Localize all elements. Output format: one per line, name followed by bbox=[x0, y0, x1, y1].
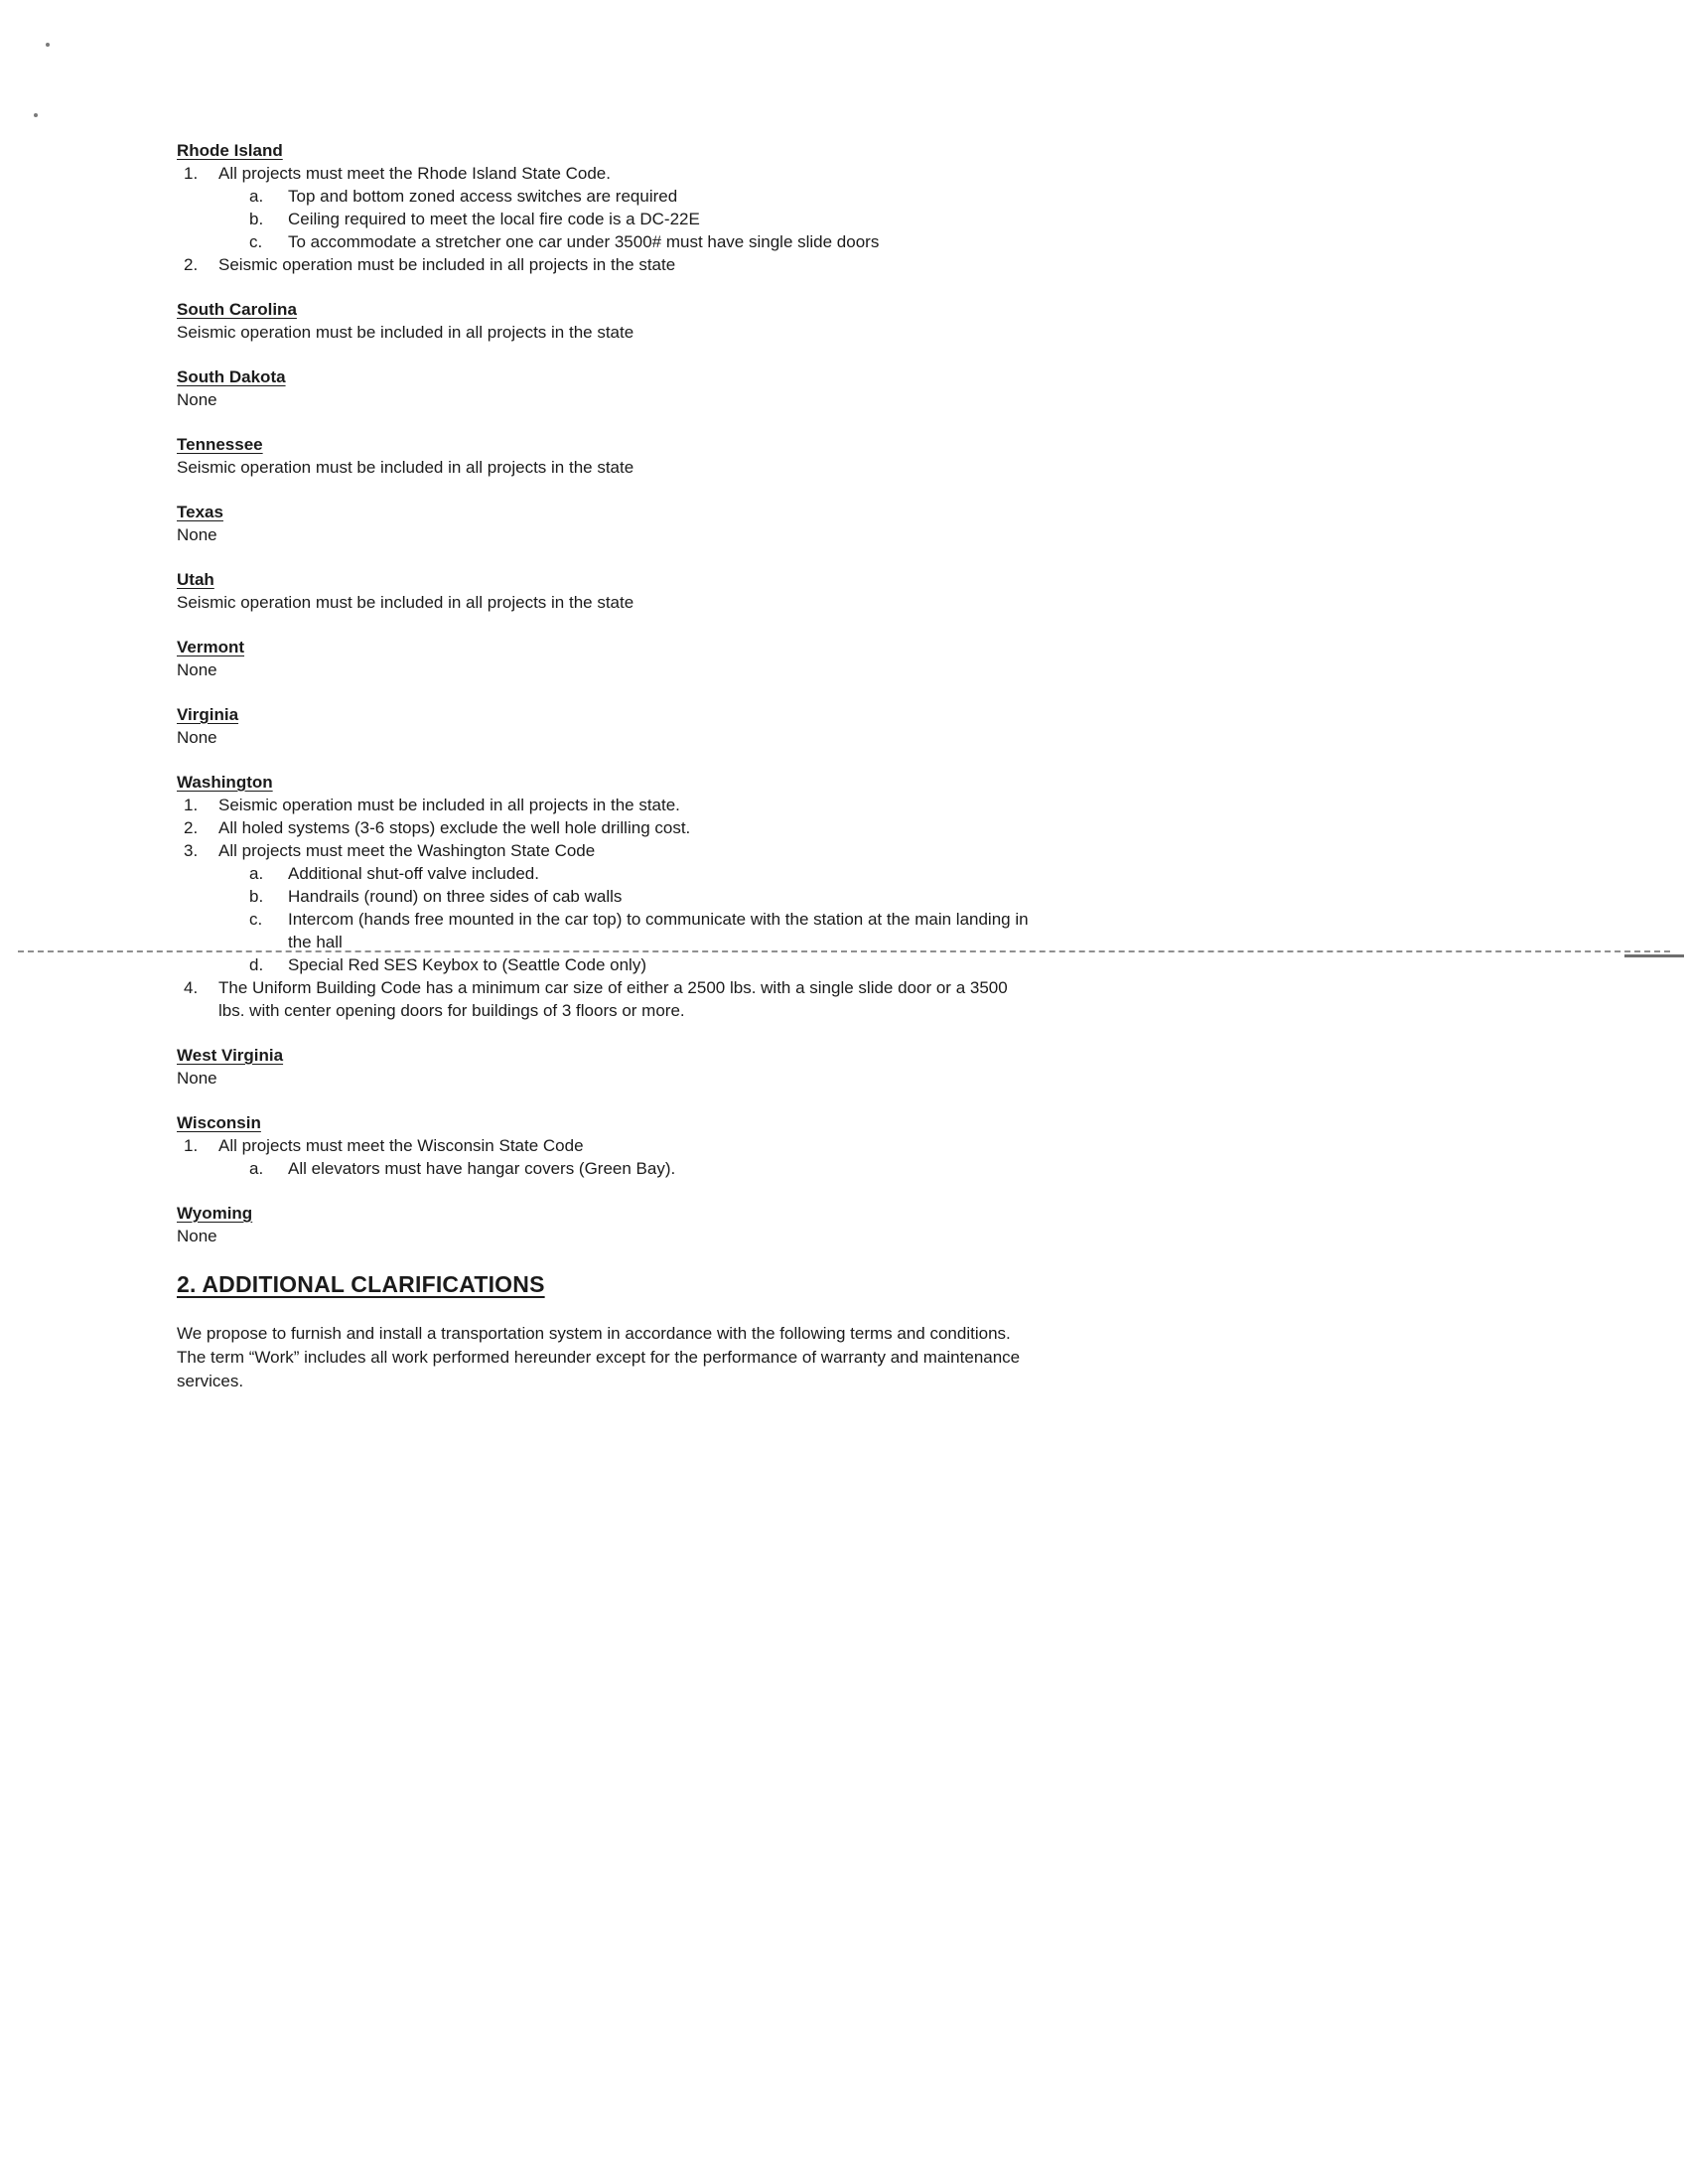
sub-item-text: All elevators must have hangar covers (Green Bay). bbox=[288, 1159, 676, 1178]
state-section bbox=[177, 298, 1033, 344]
section-body-text: None bbox=[177, 1227, 217, 1245]
sub-list-item bbox=[249, 185, 1033, 208]
list-item-number: 1. bbox=[184, 1136, 199, 1155]
sub-list-item bbox=[249, 953, 1033, 976]
sub-item-letter: a. bbox=[249, 187, 264, 206]
list-item bbox=[177, 976, 1033, 1022]
sub-list-item bbox=[249, 230, 1033, 253]
list-item bbox=[177, 1134, 1033, 1157]
state-section bbox=[177, 365, 1033, 411]
state-heading: South Dakota bbox=[177, 367, 286, 386]
state-section bbox=[177, 139, 1033, 276]
sub-list-item bbox=[249, 1157, 1033, 1180]
state-section bbox=[177, 703, 1033, 749]
state-section bbox=[177, 1202, 1033, 1247]
sub-item-text: Handrails (round) on three sides of cab walls bbox=[288, 887, 623, 906]
state-section bbox=[177, 433, 1033, 479]
list-item-number: 3. bbox=[184, 841, 199, 860]
sub-list-item bbox=[249, 208, 1033, 230]
scan-artifact-dot bbox=[46, 43, 50, 47]
state-heading: Wisconsin bbox=[177, 1113, 261, 1132]
section-body-text: None bbox=[177, 660, 217, 679]
sub-item-letter: c. bbox=[249, 910, 263, 929]
additional-clarifications-paragraph: We propose to furnish and install a transportation system in accordance with the following terms and conditions. The term “Work” includes all work performed hereunder except for the performance of warranty and maintenance services. bbox=[177, 1324, 1021, 1390]
list-item-number: 1. bbox=[184, 796, 199, 814]
sub-list-item bbox=[249, 885, 1033, 908]
sub-item-text: Special Red SES Keybox to (Seattle Code only) bbox=[288, 955, 646, 974]
state-heading: West Virginia bbox=[177, 1046, 284, 1065]
section-body-text: None bbox=[177, 728, 217, 747]
sub-item-text: To accommodate a stretcher one car under 3500# must have single slide doors bbox=[288, 232, 880, 251]
state-heading: South Carolina bbox=[177, 300, 297, 319]
state-heading: Texas bbox=[177, 503, 223, 521]
sub-item-text: Additional shut-off valve included. bbox=[288, 864, 539, 883]
state-section bbox=[177, 1111, 1033, 1180]
state-section bbox=[177, 568, 1033, 614]
sub-item-letter: b. bbox=[249, 210, 264, 228]
list-item-number: 1. bbox=[184, 164, 199, 183]
sub-item-letter: b. bbox=[249, 887, 264, 906]
section-body-text: Seismic operation must be included in all projects in the state bbox=[177, 458, 634, 477]
list-item-number: 2. bbox=[184, 818, 199, 837]
state-section bbox=[177, 771, 1033, 1022]
list-item-text: All projects must meet the Wisconsin State Code bbox=[218, 1136, 584, 1155]
sub-item-text: Intercom (hands free mounted in the car top) to communicate with the station at the main landing in the hall bbox=[288, 910, 1029, 951]
section-body-text: None bbox=[177, 390, 217, 409]
sub-item-letter: a. bbox=[249, 1159, 264, 1178]
state-heading: Virginia bbox=[177, 705, 239, 724]
section-body-text: Seismic operation must be included in all projects in the state bbox=[177, 593, 634, 612]
state-section bbox=[177, 1044, 1033, 1090]
state-heading: Utah bbox=[177, 570, 214, 589]
list-item-text: All projects must meet the Washington State Code bbox=[218, 841, 596, 860]
sub-item-text: Ceiling required to meet the local fire code is a DC-22E bbox=[288, 210, 700, 228]
state-heading: Tennessee bbox=[177, 435, 263, 454]
list-item bbox=[177, 816, 1033, 839]
scan-artifact-dot bbox=[34, 113, 38, 117]
state-section bbox=[177, 636, 1033, 681]
list-item-text: All holed systems (3-6 stops) exclude the well hole drilling cost. bbox=[218, 818, 691, 837]
list-item-text: The Uniform Building Code has a minimum car size of either a 2500 lbs. with a single slide door or a 3500 lbs. with center opening doors for buildings of 3 floors or more. bbox=[218, 978, 1008, 1020]
list-item-text: Seismic operation must be included in all projects in the state. bbox=[218, 796, 680, 814]
state-section bbox=[177, 501, 1033, 546]
list-item bbox=[177, 794, 1033, 816]
sub-item-letter: c. bbox=[249, 232, 263, 251]
list-item-text: Seismic operation must be included in all projects in the state bbox=[218, 255, 676, 274]
sub-item-letter: a. bbox=[249, 864, 264, 883]
section-body-text: None bbox=[177, 1069, 217, 1088]
state-heading: Rhode Island bbox=[177, 141, 283, 160]
state-heading: Wyoming bbox=[177, 1204, 253, 1223]
scan-artifact-line-tick bbox=[1624, 954, 1684, 957]
scan-artifact-dashed-line bbox=[18, 950, 1670, 952]
sub-list-item bbox=[249, 908, 1033, 953]
list-item bbox=[177, 162, 1033, 185]
list-item-text: All projects must meet the Rhode Island State Code. bbox=[218, 164, 611, 183]
sub-item-text: Top and bottom zoned access switches are required bbox=[288, 187, 678, 206]
document-content bbox=[177, 139, 1033, 1393]
list-item-number: 2. bbox=[184, 255, 199, 274]
additional-clarifications-heading: 2. ADDITIONAL CLARIFICATIONS bbox=[177, 1271, 545, 1297]
section-body-text: None bbox=[177, 525, 217, 544]
state-heading: Washington bbox=[177, 773, 273, 792]
list-item bbox=[177, 253, 1033, 276]
list-item bbox=[177, 839, 1033, 862]
list-item-number: 4. bbox=[184, 978, 199, 997]
sub-list-item bbox=[249, 862, 1033, 885]
state-heading: Vermont bbox=[177, 638, 245, 656]
state-sections bbox=[177, 139, 1033, 1247]
sub-item-letter: d. bbox=[249, 955, 264, 974]
section-body-text: Seismic operation must be included in all projects in the state bbox=[177, 323, 634, 342]
